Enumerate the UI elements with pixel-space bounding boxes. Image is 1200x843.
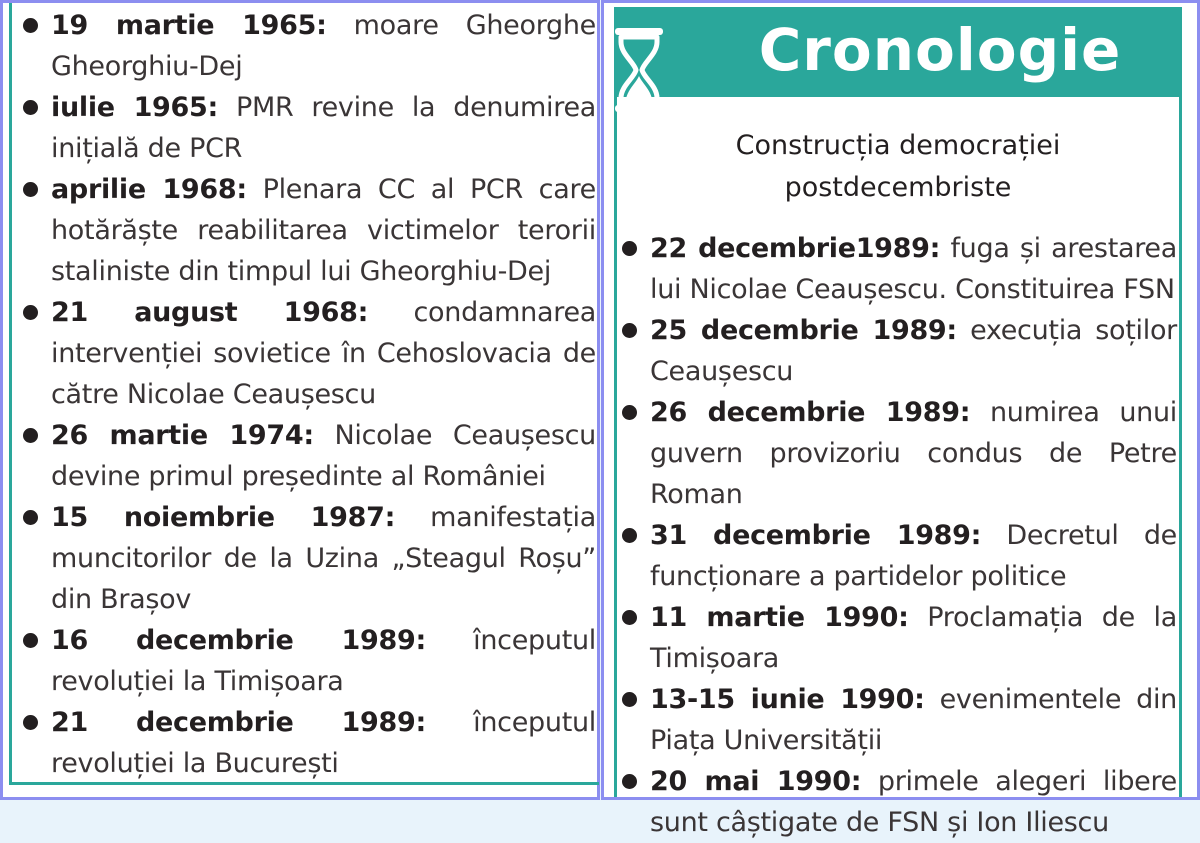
timeline-text: primele alegeri libere sunt câștigate de FSN și Ion Iliescu: [650, 766, 1177, 838]
timeline-item: [618, 679, 1177, 761]
timeline-text: execuția soților Ceaușescu: [650, 315, 1177, 387]
timeline-text: numirea unui guvern provizoriu condus de Petre Roman: [650, 397, 1177, 510]
right-timeline-list: [618, 228, 1177, 843]
timeline-item: [19, 5, 596, 87]
timeline-text: Decretul de funcționare a partidelor politice: [650, 520, 1177, 592]
bullet-icon: [622, 241, 637, 256]
hourglass-icon: [612, 26, 666, 114]
timeline-date: 19 martie 1965:: [51, 10, 327, 41]
bullet-icon: [23, 100, 38, 115]
bullet-icon: [622, 774, 637, 789]
timeline-item: [618, 392, 1177, 515]
timeline-text: începutul revoluției la București: [51, 707, 596, 779]
left-page: [0, 0, 600, 800]
timeline-item: [19, 292, 596, 415]
chronology-title: Cronologie: [758, 16, 1122, 84]
timeline-date: 31 decembrie 1989:: [650, 520, 982, 551]
timeline-text: manifestația muncitorilor de la Uzina „Steagul Roșu” din Brașov: [51, 502, 596, 615]
bullet-icon: [622, 610, 637, 625]
timeline-date: 13-15 iunie 1990:: [650, 684, 925, 715]
timeline-item: [618, 310, 1177, 392]
chronology-header: [614, 7, 1182, 97]
subtitle-line-1: Construcția democrației: [735, 130, 1061, 161]
bullet-icon: [23, 18, 38, 33]
right-page: [601, 0, 1200, 838]
bullet-icon: [23, 428, 38, 443]
subtitle-line-2: postdecembriste: [784, 172, 1012, 203]
timeline-text: Proclamația de la Timișoara: [650, 602, 1177, 674]
timeline-date: 16 decembrie 1989:: [51, 625, 426, 656]
timeline-item: [618, 597, 1177, 679]
timeline-item: [19, 415, 596, 497]
bullet-icon: [23, 305, 38, 320]
timeline-date: 15 noiembrie 1987:: [51, 502, 396, 533]
bullet-icon: [622, 323, 637, 338]
timeline-date: aprilie 1968:: [51, 174, 247, 205]
timeline-date: 20 mai 1990:: [650, 766, 862, 797]
timeline-item: [19, 497, 596, 620]
timeline-item: [19, 620, 596, 702]
timeline-item: [19, 87, 596, 169]
timeline-text: începutul revoluției la Timișoara: [51, 625, 596, 697]
timeline-text: Nicolae Ceaușescu devine primul președinte al României: [51, 420, 596, 492]
bullet-icon: [23, 715, 38, 730]
timeline-date: 26 martie 1974:: [51, 420, 314, 451]
timeline-date: 21 august 1968:: [51, 297, 369, 328]
timeline-item: [618, 228, 1177, 310]
timeline-item: [19, 169, 596, 292]
timeline-date: 22 decembrie1989:: [650, 233, 941, 264]
timeline-date: 25 decembrie 1989:: [650, 315, 957, 346]
timeline-date: 11 martie 1990:: [650, 602, 909, 633]
timeline-text: condamnarea intervenției sovietice în Cehoslovacia de către Nicolae Ceaușescu: [51, 297, 596, 410]
timeline-text: fuga și arestarea lui Nicolae Ceaușescu. Constituirea FSN: [650, 233, 1177, 305]
timeline-text: PMR revine la denumirea inițială de PCR: [51, 92, 596, 164]
bullet-icon: [622, 692, 637, 707]
timeline-date: 21 decembrie 1989:: [51, 707, 426, 738]
timeline-date: 26 decembrie 1989:: [650, 397, 971, 428]
bullet-icon: [622, 528, 637, 543]
section-subtitle: [614, 125, 1182, 209]
bullet-icon: [23, 633, 38, 648]
timeline-item: [618, 515, 1177, 597]
bullet-icon: [622, 405, 637, 420]
timeline-item: [618, 761, 1177, 843]
timeline-text: Plenara CC al PCR care hotărăște reabilitarea victimelor terorii staliniste din timpul lui Gheorghiu-Dej: [51, 174, 596, 287]
timeline-date: iulie 1965:: [51, 92, 219, 123]
timeline-item: [19, 702, 596, 784]
bullet-icon: [23, 510, 38, 525]
timeline-text: moare Gheorghe Gheorghiu-Dej: [51, 10, 596, 82]
left-timeline-list: [19, 5, 596, 784]
timeline-text: evenimentele din Piața Universității: [650, 684, 1177, 756]
bullet-icon: [23, 182, 38, 197]
